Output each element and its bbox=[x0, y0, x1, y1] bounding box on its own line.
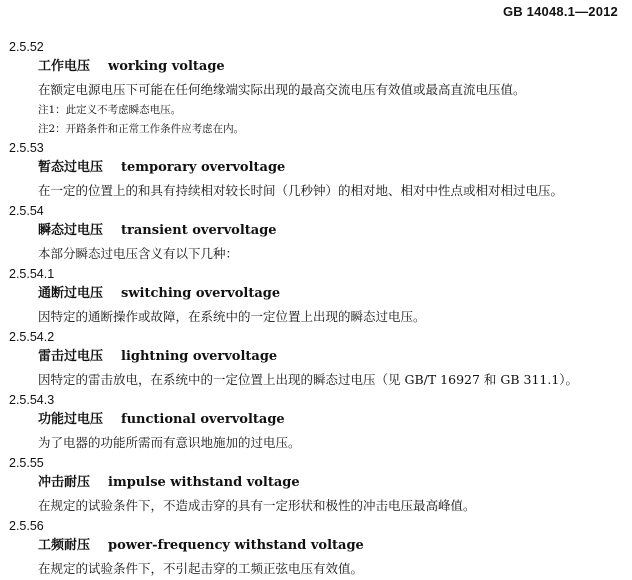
entry-number: 2.5.56 bbox=[9, 519, 44, 533]
term-chinese: 工作电压 bbox=[38, 59, 91, 74]
term-english: working voltage bbox=[108, 59, 225, 74]
term-english: power-frequency withstand voltage bbox=[108, 538, 364, 553]
term-english: functional overvoltage bbox=[121, 412, 285, 427]
entry-2-5-54-2 bbox=[0, 328, 632, 391]
entry-number: 2.5.54 bbox=[9, 204, 44, 218]
document-header: GB 14048.1—2012 bbox=[502, 4, 618, 19]
entry-definition: 在额定电源电压下可能在任何绝缘端实际出现的最高交流电压有效值或最高直流电压值。 bbox=[38, 82, 526, 97]
entry-term bbox=[38, 157, 632, 179]
entry-definition: 本部分瞬态过电压含义有以下几种： bbox=[38, 246, 239, 261]
term-english: lightning overvoltage bbox=[121, 349, 278, 364]
entry-2-5-54-1 bbox=[0, 265, 632, 328]
term-chinese: 暂态过电压 bbox=[38, 160, 104, 175]
term-english: temporary overvoltage bbox=[121, 160, 286, 175]
entry-definition: 因特定的通断操作或故障，在系统中的一定位置上出现的瞬态过电压。 bbox=[38, 309, 426, 324]
entry-term bbox=[38, 409, 632, 431]
entry-number: 2.5.55 bbox=[9, 456, 44, 470]
entry-2-5-54-3 bbox=[0, 391, 632, 454]
entry-2-5-54 bbox=[0, 202, 632, 265]
entry-note: 注2：开路条件和正常工作条件应考虑在内。 bbox=[38, 123, 245, 135]
entry-number: 2.5.54.3 bbox=[9, 393, 55, 407]
term-chinese: 功能过电压 bbox=[38, 412, 104, 427]
term-english: impulse withstand voltage bbox=[108, 475, 300, 490]
entry-term bbox=[38, 346, 632, 368]
term-english: transient overvoltage bbox=[121, 223, 277, 238]
entry-number: 2.5.54.1 bbox=[9, 267, 55, 281]
term-chinese: 雷击过电压 bbox=[38, 349, 104, 364]
entry-term bbox=[38, 283, 632, 305]
entry-note: 注1：此定义不考虑瞬态电压。 bbox=[38, 104, 182, 116]
entry-2-5-56 bbox=[0, 517, 632, 580]
entry-2-5-53 bbox=[0, 139, 632, 202]
term-english: switching overvoltage bbox=[121, 286, 281, 301]
term-chinese: 工频耐压 bbox=[38, 538, 91, 553]
term-chinese: 冲击耐压 bbox=[38, 475, 91, 490]
entry-definition: 在规定的试验条件下，不引起击穿的工频正弦电压有效值。 bbox=[38, 561, 364, 576]
entry-term bbox=[38, 220, 632, 242]
definitions-list bbox=[0, 38, 632, 580]
entry-number: 2.5.52 bbox=[9, 40, 44, 54]
entry-definition: 因特定的雷击放电，在系统中的一定位置上出现的瞬态过电压（见 GB/T 16927 和 GB 311.1）。 bbox=[38, 372, 579, 387]
term-chinese: 通断过电压 bbox=[38, 286, 104, 301]
entry-definition: 为了电器的功能所需而有意识地施加的过电压。 bbox=[38, 435, 301, 450]
term-chinese: 瞬态过电压 bbox=[38, 223, 104, 238]
entry-term bbox=[38, 472, 632, 494]
entry-definition: 在规定的试验条件下，不造成击穿的具有一定形状和极性的冲击电压最高峰值。 bbox=[38, 498, 476, 513]
entry-number: 2.5.54.2 bbox=[9, 330, 55, 344]
entry-term bbox=[38, 535, 632, 557]
entry-definition: 在一定的位置上的和具有持续相对较长时间（几秒钟）的相对地、相对中性点或相对相过电压。 bbox=[38, 183, 564, 198]
entry-number: 2.5.53 bbox=[9, 141, 44, 155]
entry-2-5-55 bbox=[0, 454, 632, 517]
entry-term bbox=[38, 56, 632, 78]
entry-2-5-52 bbox=[0, 38, 632, 139]
